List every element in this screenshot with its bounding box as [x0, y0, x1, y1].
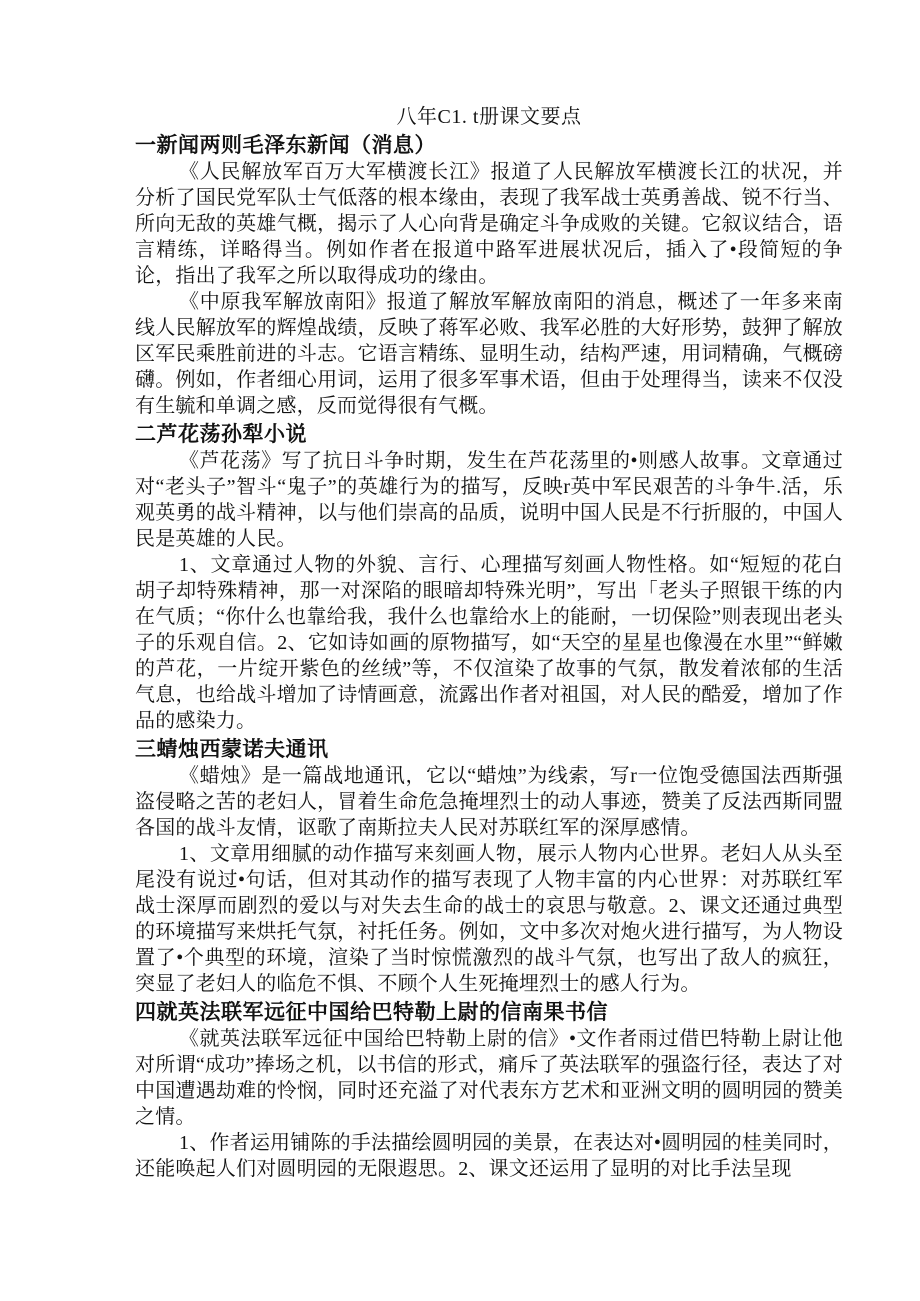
paragraph: 《人民解放军百万大军横渡长江》报道了人民解放军横渡长江的状况，并分析了国民党军队士气低落的根本缘由，表现了我军战士英勇善战、锐不行当、所向无敌的英雄气概，揭示了人心向背是确定斗争成败的关键。它叙议结合，语言精练，详略得当。例如作者在报道中路军进展状况后，插入了•段简短的争论，指出了我军之所以取得成功的缘由。 [135, 161, 843, 287]
paragraph: 1、文章用细腻的动作描写来刻画人物，展示人物内心世界。老妇人从头至尾没有说过•句话，但对其动作的描写表现了人物丰富的内心世界：对苏联红军战士深厚而剧烈的爱以与对失去生命的战士的哀思与敬意。2、课文还通过典型的环境描写来烘托气氛，衬托任务。例如，文中多次对炮火进行描写，为人物设置了•个典型的环境，渲染了当时惊慌激烈的战斗气氛，也写出了敌人的疯狂，突显了老妇人的临危不惧、不顾个人生死掩埋烈士的感人行为。 [135, 843, 843, 995]
section-heading-luhuadang: 二芦花荡孙犁小说 [135, 423, 307, 446]
paragraph: 《就英法联军远征中国给巴特勒上尉的信》•文作者雨过借巴特勒上尉让他对所谓“成功”捧场之机，以书信的形式，痛斥了英法联军的强盗行径，表达了对中国遭遇劫难的怜悯，同时还充溢了对代表东方艺术和亚洲文明的圆明园的赞美之情。 [135, 1028, 843, 1128]
paragraph: 《芦花荡》写了抗日斗争时期，发生在芦花荡里的•则感人故事。文章通过对“老头子”智斗“鬼子”的英雄行为的描写，反映r英中军民艰苦的斗争牛.活，乐观英勇的战斗精神，以与他们崇高的品质，说明中国人民是不行折服的，中国人民是英雄的人民。 [135, 450, 843, 550]
document-title: 八年C1. t册课文要点 [396, 106, 582, 128]
section-heading-lazhu: 三蜻烛西蒙诺夫通讯 [135, 738, 329, 761]
paragraph: 1、作者运用铺陈的手法描绘圆明园的美景，在表达对•圆明园的桂美同时，还能唤起人们对圆明园的无限遐思。2、课文还运用了显明的对比手法呈现 [135, 1132, 843, 1180]
paragraph: 《中原我军解放南阳》报道了解放军解放南阳的消息，概述了一年多来南线人民解放军的辉煌战绩，反映了蒋军必败、我军必胜的大好形势，鼓狎了解放区军民乘胜前进的斗志。它语言精练、显明生动，结构严速，用词精确，气概磅礴。例如，作者细心用词，运用了很多军事术语，但由于处理得当，读来不仅没有生毓和单调之感，反而觉得很有气概。 [135, 291, 843, 417]
section-heading-news: 一新闻两则毛泽东新闻（消息） [135, 134, 436, 157]
paragraph: 1、文章通过人物的外貌、言行、心理描写刻画人物性格。如“短短的花白胡子却特殊精神，那一对深陷的眼暗却特殊光明”，写出「老头子照银干练的内在气质；“你什么也靠给我，我什么也靠给水上的能耐，一切保险”则表现出老头子的乐观自信。2、它如诗如画的原物描写，如“天空的星星也像漫在水里”“鲜嫩的芦花，一片绽开紫色的丝绒”等，不仅渲染了故事的气氛，散发着浓郁的生活气息，也给战斗增加了诗情画意，流露出作者对祖国，对人民的酷爱，增加了作品的感染力。 [135, 554, 843, 732]
section-heading-letter: 四就英法联军远征中国给巴特勒上尉的信南果书信 [135, 1001, 608, 1024]
paragraph: 《蜡烛》是一篇战地通讯，它以“蜡烛”为线索，写r一位饱受德国法西斯强盗侵略之苦的老妇人，冒着生命危急掩埋烈士的动人事迹，赞美了反法西斯同盟各国的战斗友情，讴歌了南斯拉夫人民对苏联红军的深厚感情。 [135, 765, 843, 839]
